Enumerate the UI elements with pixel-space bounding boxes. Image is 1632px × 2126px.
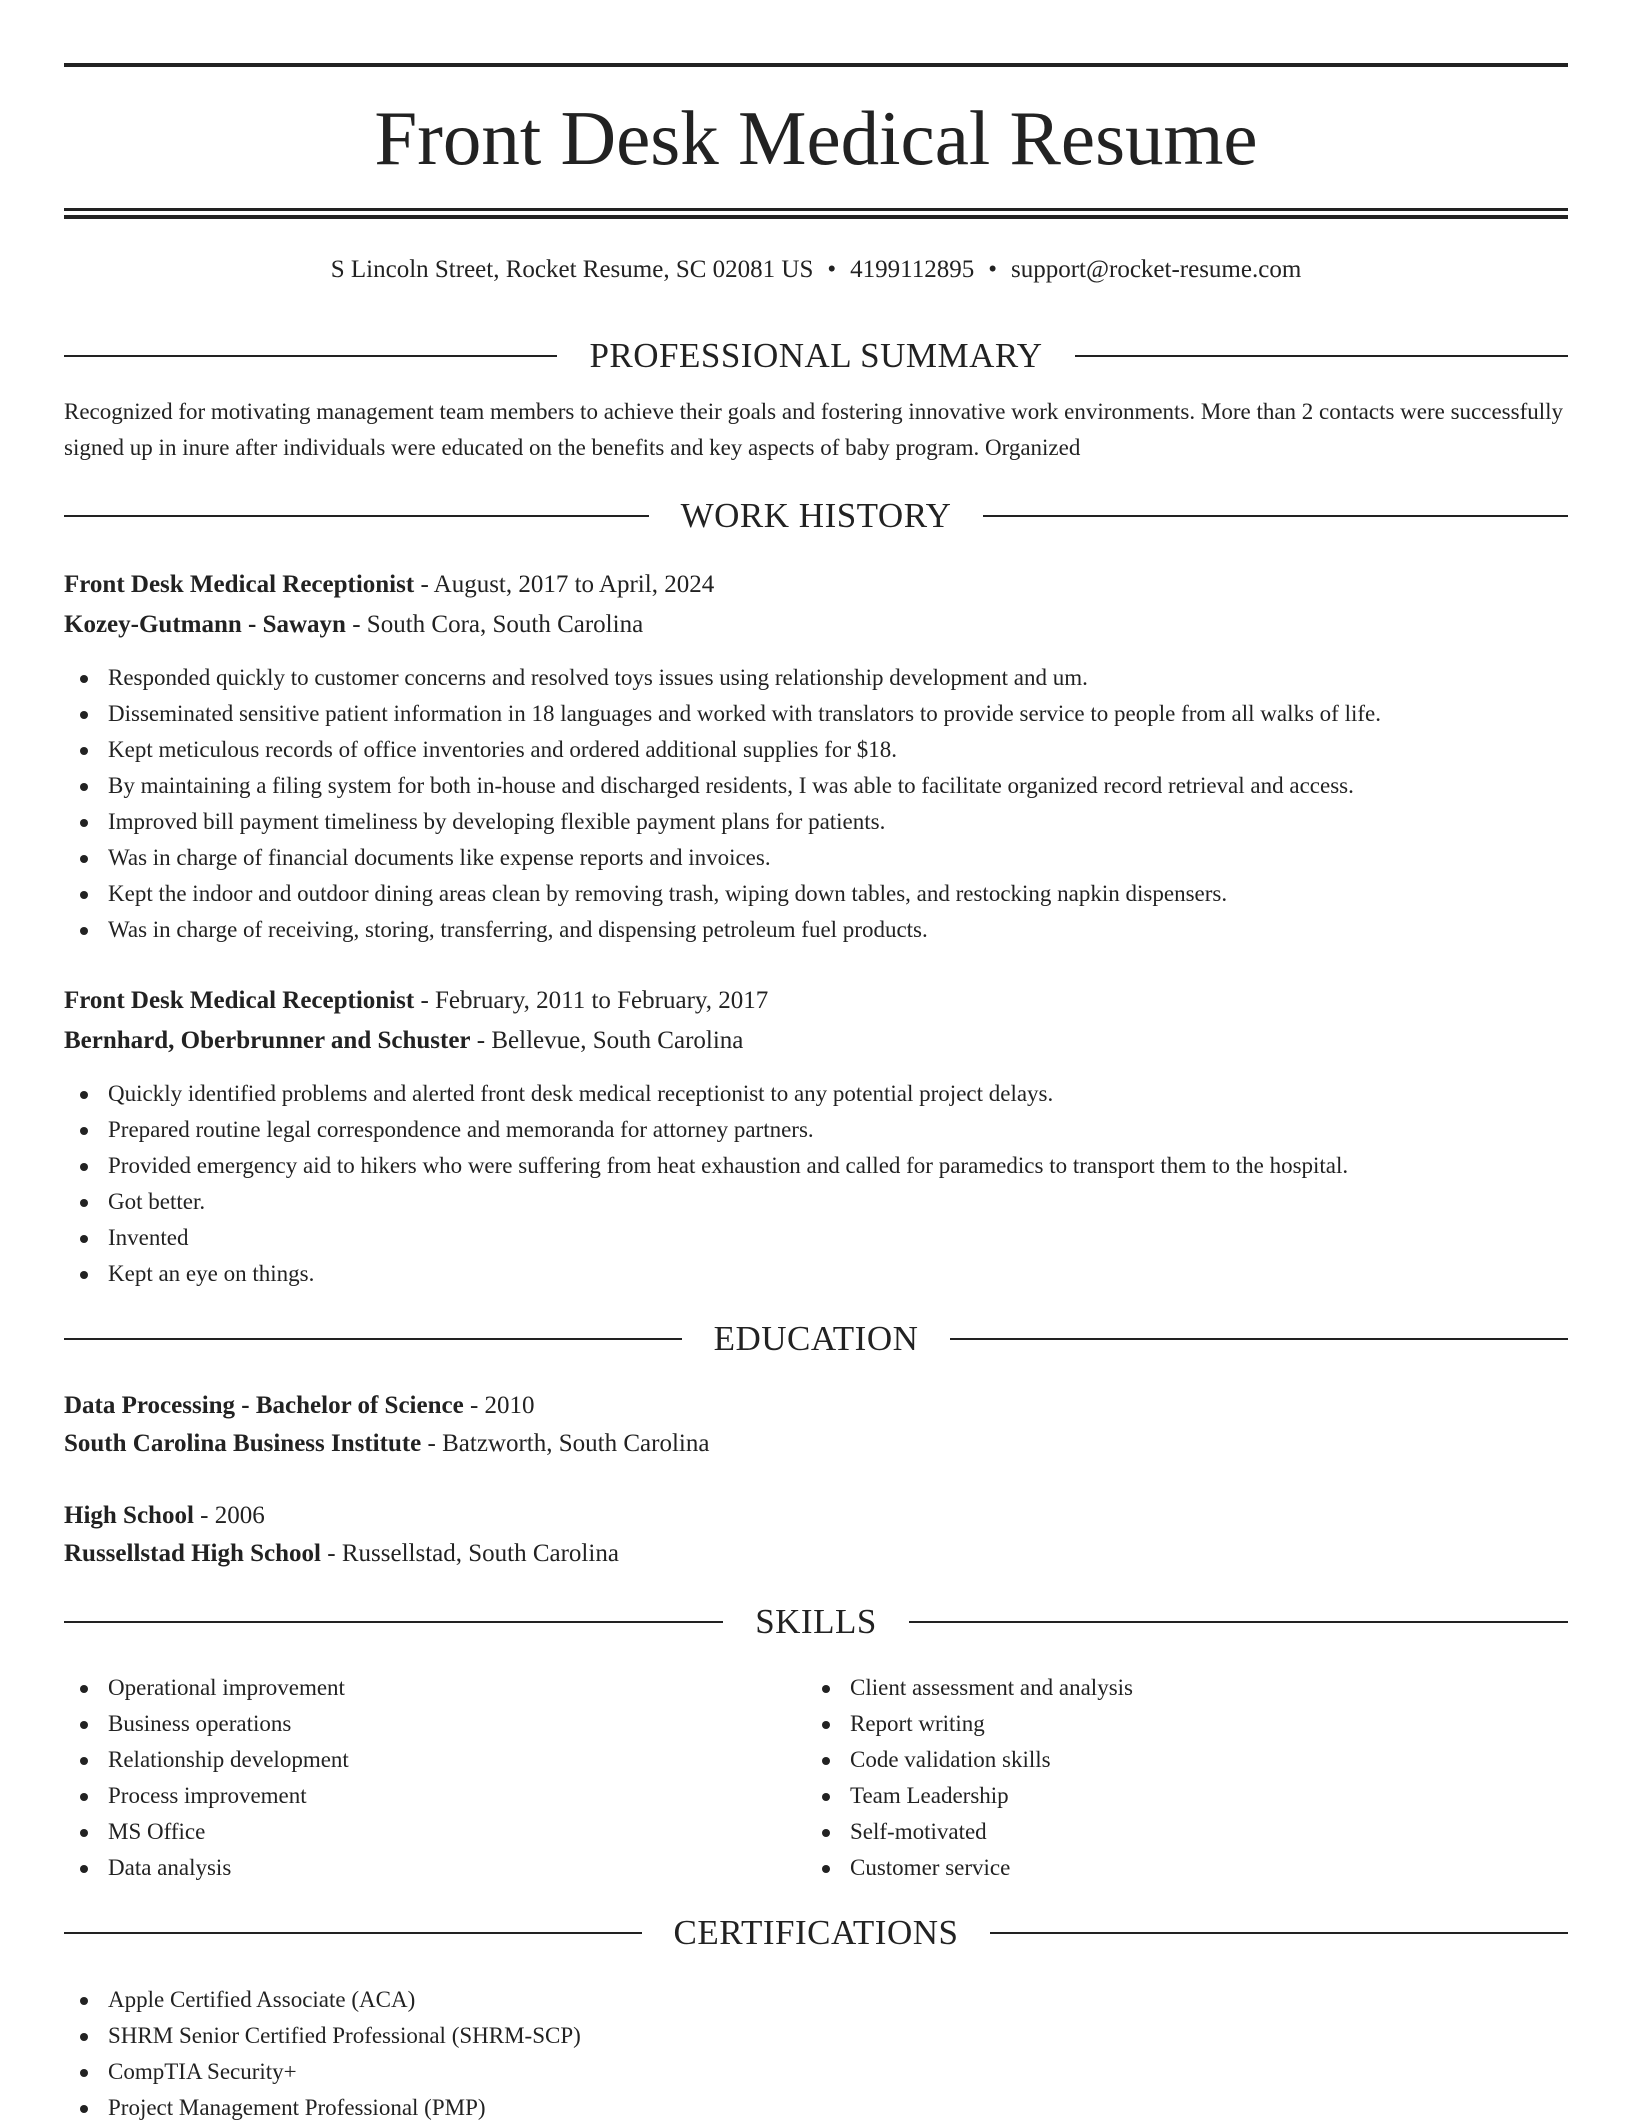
education-school: South Carolina Business Institute — [64, 1430, 422, 1457]
list-item: Invented — [64, 1220, 1348, 1256]
skills-list-left — [64, 1670, 804, 1886]
education-school-line — [64, 1425, 1568, 1463]
job-dates: - February, 2011 to February, 2017 — [414, 987, 769, 1014]
list-item: Improved bill payment timeliness by developing flexible payment plans for patients. — [64, 804, 1381, 840]
education-year: - 2010 — [463, 1392, 535, 1419]
heading-rule-right — [990, 1932, 1568, 1934]
skill-item: Data analysis — [64, 1850, 804, 1886]
top-rule — [64, 63, 1568, 67]
list-item: Disseminated sensitive patient information in 18 languages and worked with translators to provide service to people from all walks of life. — [64, 696, 1381, 732]
skill-item: Self-motivated — [806, 1814, 1546, 1850]
education-location: - Russellstad, South Carolina — [321, 1540, 619, 1567]
education-degree: Data Processing - Bachelor of Science — [64, 1392, 464, 1419]
section-heading-certifications — [64, 1911, 1568, 1955]
skill-item: Operational improvement — [64, 1670, 804, 1706]
heading-rule-left — [64, 1621, 723, 1623]
education-degree-line — [64, 1387, 1568, 1425]
section-heading-work-history — [64, 494, 1568, 538]
title-rule-upper — [64, 208, 1568, 211]
list-item: Responded quickly to customer concerns and resolved toys issues using relationship development and um. — [64, 660, 1381, 696]
list-item: Kept an eye on things. — [64, 1256, 1348, 1292]
education-school: Russellstad High School — [64, 1540, 322, 1567]
certification-item: SHRM Senior Certified Professional (SHRM-SCP) — [64, 2018, 581, 2054]
certification-item: Project Management Professional (PMP) — [64, 2090, 581, 2126]
education-degree: High School — [64, 1502, 194, 1529]
education-year: - 2006 — [193, 1502, 265, 1529]
summary-text: Recognized for motivating management team members to achieve their goals and fostering innovative work environments. More than 2 contacts were successfully signed up in inure after individuals were educated on the benefits and key aspects of baby program. Organized — [64, 399, 1564, 460]
contact-line — [64, 252, 1568, 288]
skill-item: Relationship development — [64, 1742, 804, 1778]
skill-item: Code validation skills — [806, 1742, 1546, 1778]
job-employer-line — [64, 606, 1568, 644]
skill-item: Process improvement — [64, 1778, 804, 1814]
certification-item: Apple Certified Associate (ACA) — [64, 1982, 581, 2018]
section-title: CERTIFICATIONS — [673, 1913, 959, 1952]
title-rule-lower — [64, 215, 1568, 219]
list-item: Got better. — [64, 1184, 1348, 1220]
job-employer: Bernhard, Oberbrunner and Schuster — [64, 1027, 471, 1054]
section-title: SKILLS — [755, 1602, 877, 1641]
job-employer: Kozey-Gutmann - Sawayn — [64, 611, 346, 638]
heading-rule-right — [983, 515, 1568, 517]
list-item: Kept the indoor and outdoor dining areas clean by removing trash, wiping down tables, and restocking napkin dispensers. — [64, 876, 1381, 912]
heading-rule-right — [909, 1621, 1568, 1623]
skill-item: Client assessment and analysis — [806, 1670, 1546, 1706]
list-item: Prepared routine legal correspondence and memoranda for attorney partners. — [64, 1112, 1348, 1148]
list-item: Kept meticulous records of office inventories and ordered additional supplies for $18. — [64, 732, 1381, 768]
skills-list-right — [806, 1670, 1546, 1886]
contact-separator: • — [988, 256, 997, 283]
skill-item: Business operations — [64, 1706, 804, 1742]
skill-item: MS Office — [64, 1814, 804, 1850]
heading-rule-left — [64, 515, 649, 517]
list-item: Was in charge of receiving, storing, transferring, and dispensing petroleum fuel products. — [64, 912, 1381, 948]
education-degree-line — [64, 1497, 1568, 1535]
certifications-list — [64, 1982, 581, 2126]
heading-rule-right — [1075, 355, 1568, 357]
section-heading-education — [64, 1317, 1568, 1361]
contact-phone: 4199112895 — [850, 256, 975, 283]
job-title: Front Desk Medical Receptionist — [64, 987, 415, 1014]
list-item: By maintaining a filing system for both in-house and discharged residents, I was able to facilitate organized record retrieval and access. — [64, 768, 1381, 804]
job-dates: - August, 2017 to April, 2024 — [414, 571, 715, 598]
skill-item: Report writing — [806, 1706, 1546, 1742]
heading-rule-left — [64, 1338, 682, 1340]
job-bullets — [64, 1076, 1348, 1292]
job-title: Front Desk Medical Receptionist — [64, 571, 415, 598]
heading-rule-left — [64, 355, 557, 357]
job-title-line — [64, 566, 1568, 604]
heading-rule-right — [950, 1338, 1568, 1340]
education-school-line — [64, 1535, 1568, 1573]
skill-item: Customer service — [806, 1850, 1546, 1886]
list-item: Was in charge of financial documents like expense reports and invoices. — [64, 840, 1381, 876]
section-title: EDUCATION — [713, 1319, 919, 1358]
section-title: PROFESSIONAL SUMMARY — [589, 336, 1043, 375]
education-location: - Batzworth, South Carolina — [421, 1430, 710, 1457]
job-employer-line — [64, 1022, 1568, 1060]
list-item: Provided emergency aid to hikers who were suffering from heat exhaustion and called for paramedics to transport them to the hospital. — [64, 1148, 1348, 1184]
job-location: - South Cora, South Carolina — [345, 611, 644, 638]
heading-rule-left — [64, 1932, 642, 1934]
resume-title: Front Desk Medical Resume — [374, 95, 1258, 181]
job-bullets — [64, 660, 1381, 948]
list-item: Quickly identified problems and alerted front desk medical receptionist to any potential project delays. — [64, 1076, 1348, 1112]
skill-item: Team Leadership — [806, 1778, 1546, 1814]
contact-separator: • — [827, 256, 837, 283]
section-heading-summary — [64, 334, 1568, 378]
contact-address: S Lincoln Street, Rocket Resume, SC 02081 US — [330, 256, 814, 283]
job-title-line — [64, 982, 1568, 1020]
section-heading-skills — [64, 1600, 1568, 1644]
contact-email: support@rocket-resume.com — [1010, 256, 1302, 283]
section-title: WORK HISTORY — [680, 496, 952, 535]
job-location: - Bellevue, South Carolina — [470, 1027, 744, 1054]
certification-item: CompTIA Security+ — [64, 2054, 581, 2090]
